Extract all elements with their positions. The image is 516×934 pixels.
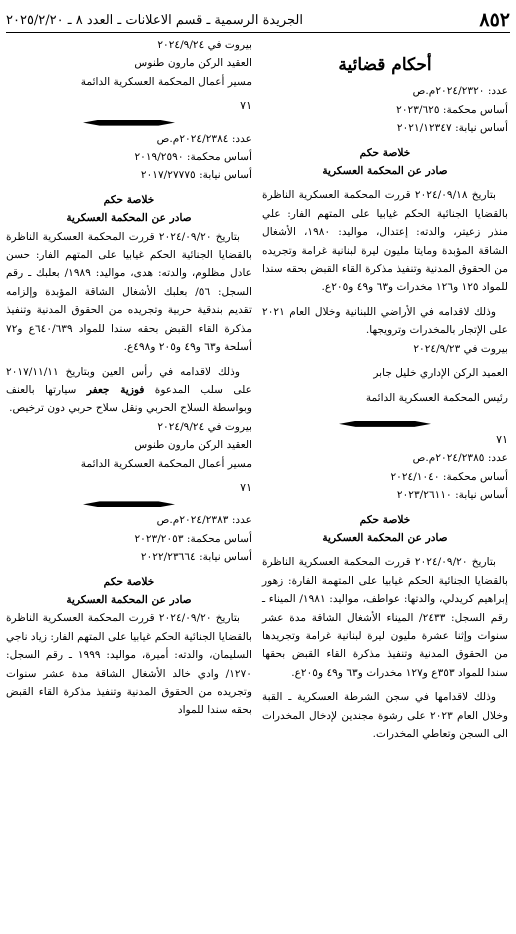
page-header	[6, 8, 510, 32]
decision-number: عدد: ٢٠٢٤/٢٣٨٤م.ص	[156, 132, 252, 145]
right-column	[262, 36, 508, 934]
judgment-reason: وذلك لاقدامها في سجن الشرطة العسكرية ـ القبة وخلال العام ٢٠٢٣ على رشوة مجندين لإدخال المخدرات الى السجن وتعاطي المخدرات.	[262, 691, 508, 740]
court-file-number: أساس محكمة: ٢٠٢٤/١٠٤٠	[390, 470, 508, 483]
prosecution-file-number: أساس نيابة: ٢٠١٧/٢٧٧٧٥	[140, 169, 252, 182]
separator-ornament	[262, 417, 508, 431]
judgment-reason: وذلك لاقدامه في الأراضي اللبنانية وخلال العام ٢٠٢١ على الإتجار بالمخدرات وترويجها.	[262, 305, 508, 337]
prosecution-file-number: أساس نيابة: ٢٠٢١/١٢٣٤٧	[396, 122, 508, 135]
reference-number: ٧١	[240, 480, 252, 494]
left-column	[6, 36, 252, 934]
summary-heading: خلاصة حكم	[103, 575, 155, 588]
reason-text: وذلك لاقدامه في رأس العين وبتاريخ ٢٠١٧/١١/١١ على سلب المدعوة	[6, 365, 252, 396]
separator-ornament	[6, 497, 252, 511]
signature-date: بيروت في ٢٠٢٤/٩/٢٤	[157, 420, 252, 433]
issuer-heading: صادر عن المحكمة العسكرية	[66, 593, 192, 606]
judgment-text: بتاريخ ٢٠٢٤/٠٩/٢٠ قررت المحكمة العسكرية الناظرة بالقضايا الجنائية الحكم غيابيا على المتهم الفار: زياد ناجي السليمان، والدته: أميرة، مواليد: ١٩٩٩ ـ رقم السجل: ١٢٧٠/ وادي خالد الأشغال الشاقة مدة عشر سنوات وتجريده من الحقوق المدنية وتنفيذ مذكرة القاء القبض بحقه سندا للمواد	[6, 612, 252, 717]
summary-heading: خلاصة حكم	[103, 193, 155, 206]
signer-title: مسير أعمال المحكمة العسكرية الدائمة	[80, 75, 252, 88]
page-number: ٨٥٢	[479, 9, 510, 31]
issuer-heading: صادر عن المحكمة العسكرية	[322, 531, 448, 544]
decision-number: عدد: ٢٠٢٤/٢٣٨٥م.ص	[412, 452, 508, 465]
signer-title: مسير أعمال المحكمة العسكرية الدائمة	[80, 457, 252, 470]
signature-date: بيروت في ٢٠٢٤/٩/٢٤	[157, 39, 252, 51]
issuer-heading: صادر عن المحكمة العسكرية	[66, 212, 192, 225]
signer-name: العقيد الركن مارون طنوس	[134, 57, 252, 70]
section-title: أحكام قضائية	[338, 55, 432, 75]
court-file-number: أساس محكمة: ٢٠١٩/٢٥٩٠	[134, 151, 252, 164]
judgment-text: بتاريخ ٢٠٢٤/٠٩/٢٠ قررت المحكمة العسكرية الناظرة بالقضايا الجنائية الحكم غيابيا على المتهمة الفارة: زهور إبراهيم كريدلي، والدتها: عواطف، مواليد: ١٩٨١/ الميناء ـ رقم السجل: ٢٤٣٣/ الميناء الأشغال الشاقة مدة عشر سنوات وإثنا عشرة مليون ليرة لبنانية غرامة وتجريدها من الحقوق المدنية وتنفيذ مذكرة القاء القبض بحقها سندا للمواد ٣٥٣ع و١٢٧ مخدرات و٦٣ و٤٩ و٢٠٥ع.	[262, 556, 508, 679]
reason-text-cont: سيارتها بالعنف وبواسطة السلاح الحربي ونقل سلاح حربي دون ترخيص.	[6, 383, 252, 415]
summary-heading: خلاصة حكم	[359, 146, 411, 159]
judgment-text: بتاريخ ٢٠٢٤/٠٩/١٨ قررت المحكمة العسكرية الناظرة بالقضايا الجنائية الحكم غيابيا على المتهم الفار: علي منذر زعيتر، والدته: إعتدال، مواليد: ١٩٨٠، الأشغال الشاقة المؤبدة ومايتا مليون ليرة لبنانية غرامة وتجريده من الحقوق المدنية وتنفيذ مذكرة القاء القبض بحقه سندا للمواد ١٢٥ و١٢٦ مخدرات و٦٣ و٤٩ و٢٠٥ع.	[262, 189, 508, 294]
signer-title: رئيس المحكمة العسكرية الدائمة	[365, 391, 508, 404]
signature-date: بيروت في ٢٠٢٤/٩/٢٣	[413, 342, 508, 355]
victim-name: فوزية جعفر	[86, 383, 145, 396]
signer-name: العميد الركن الإداري خليل جابر	[373, 367, 508, 380]
separator-ornament	[6, 116, 252, 130]
signer-name: العقيد الركن مارون طنوس	[134, 439, 252, 452]
court-file-number: أساس محكمة: ٢٠٢٣/٦٢٥	[396, 103, 508, 116]
prosecution-file-number: أساس نيابة: ٢٠٢٣/٢٦١١٠	[396, 489, 508, 502]
decision-number: عدد: ٢٠٢٤/٢٣٨٣م.ص	[156, 514, 252, 527]
judgment-text: بتاريخ ٢٠٢٤/٠٩/٢٠ قررت المحكمة العسكرية الناظرة بالقضايا الجنائية الحكم غيابيا على المتهم الفار: حسن عادل مظلوم، والدته: هدى، مواليد: ١٩٨٩/ بعلبك ـ رقم السجل: ٥٦/ بعلبك الأشغال الشاقة المؤبدة وإلزامه تقديم بندقية حربية وتجريده من الحقوق المدنية وتنفيذ مذكرة القاء القبض بحقه سندا للمواد ٦٤٠/٦٣٩ع و٧٢ أسلحة و٦٣ و٤٩ و٢٠٥ و٤٩٨ع.	[6, 230, 253, 354]
court-file-number: أساس محكمة: ٢٠٢٣/٢٠٥٣	[134, 532, 252, 545]
decision-number: عدد: ٢٠٢٤/٢٣٢٠م.ص	[412, 85, 508, 98]
issuer-heading: صادر عن المحكمة العسكرية	[322, 165, 448, 178]
reference-number: ٧١	[240, 99, 252, 113]
reference-number: ٧١	[496, 432, 508, 446]
header-title: الجريدة الرسمية ـ قسم الاعلانات ـ العدد ٨ ـ ٢٠٢٥/٢/٢٠	[6, 12, 303, 28]
summary-heading: خلاصة حكم	[359, 513, 411, 526]
header-rule	[6, 32, 510, 33]
judgment-reason	[6, 363, 252, 418]
prosecution-file-number: أساس نيابة: ٢٠٢٢/٢٣٦٦٤	[140, 551, 252, 564]
